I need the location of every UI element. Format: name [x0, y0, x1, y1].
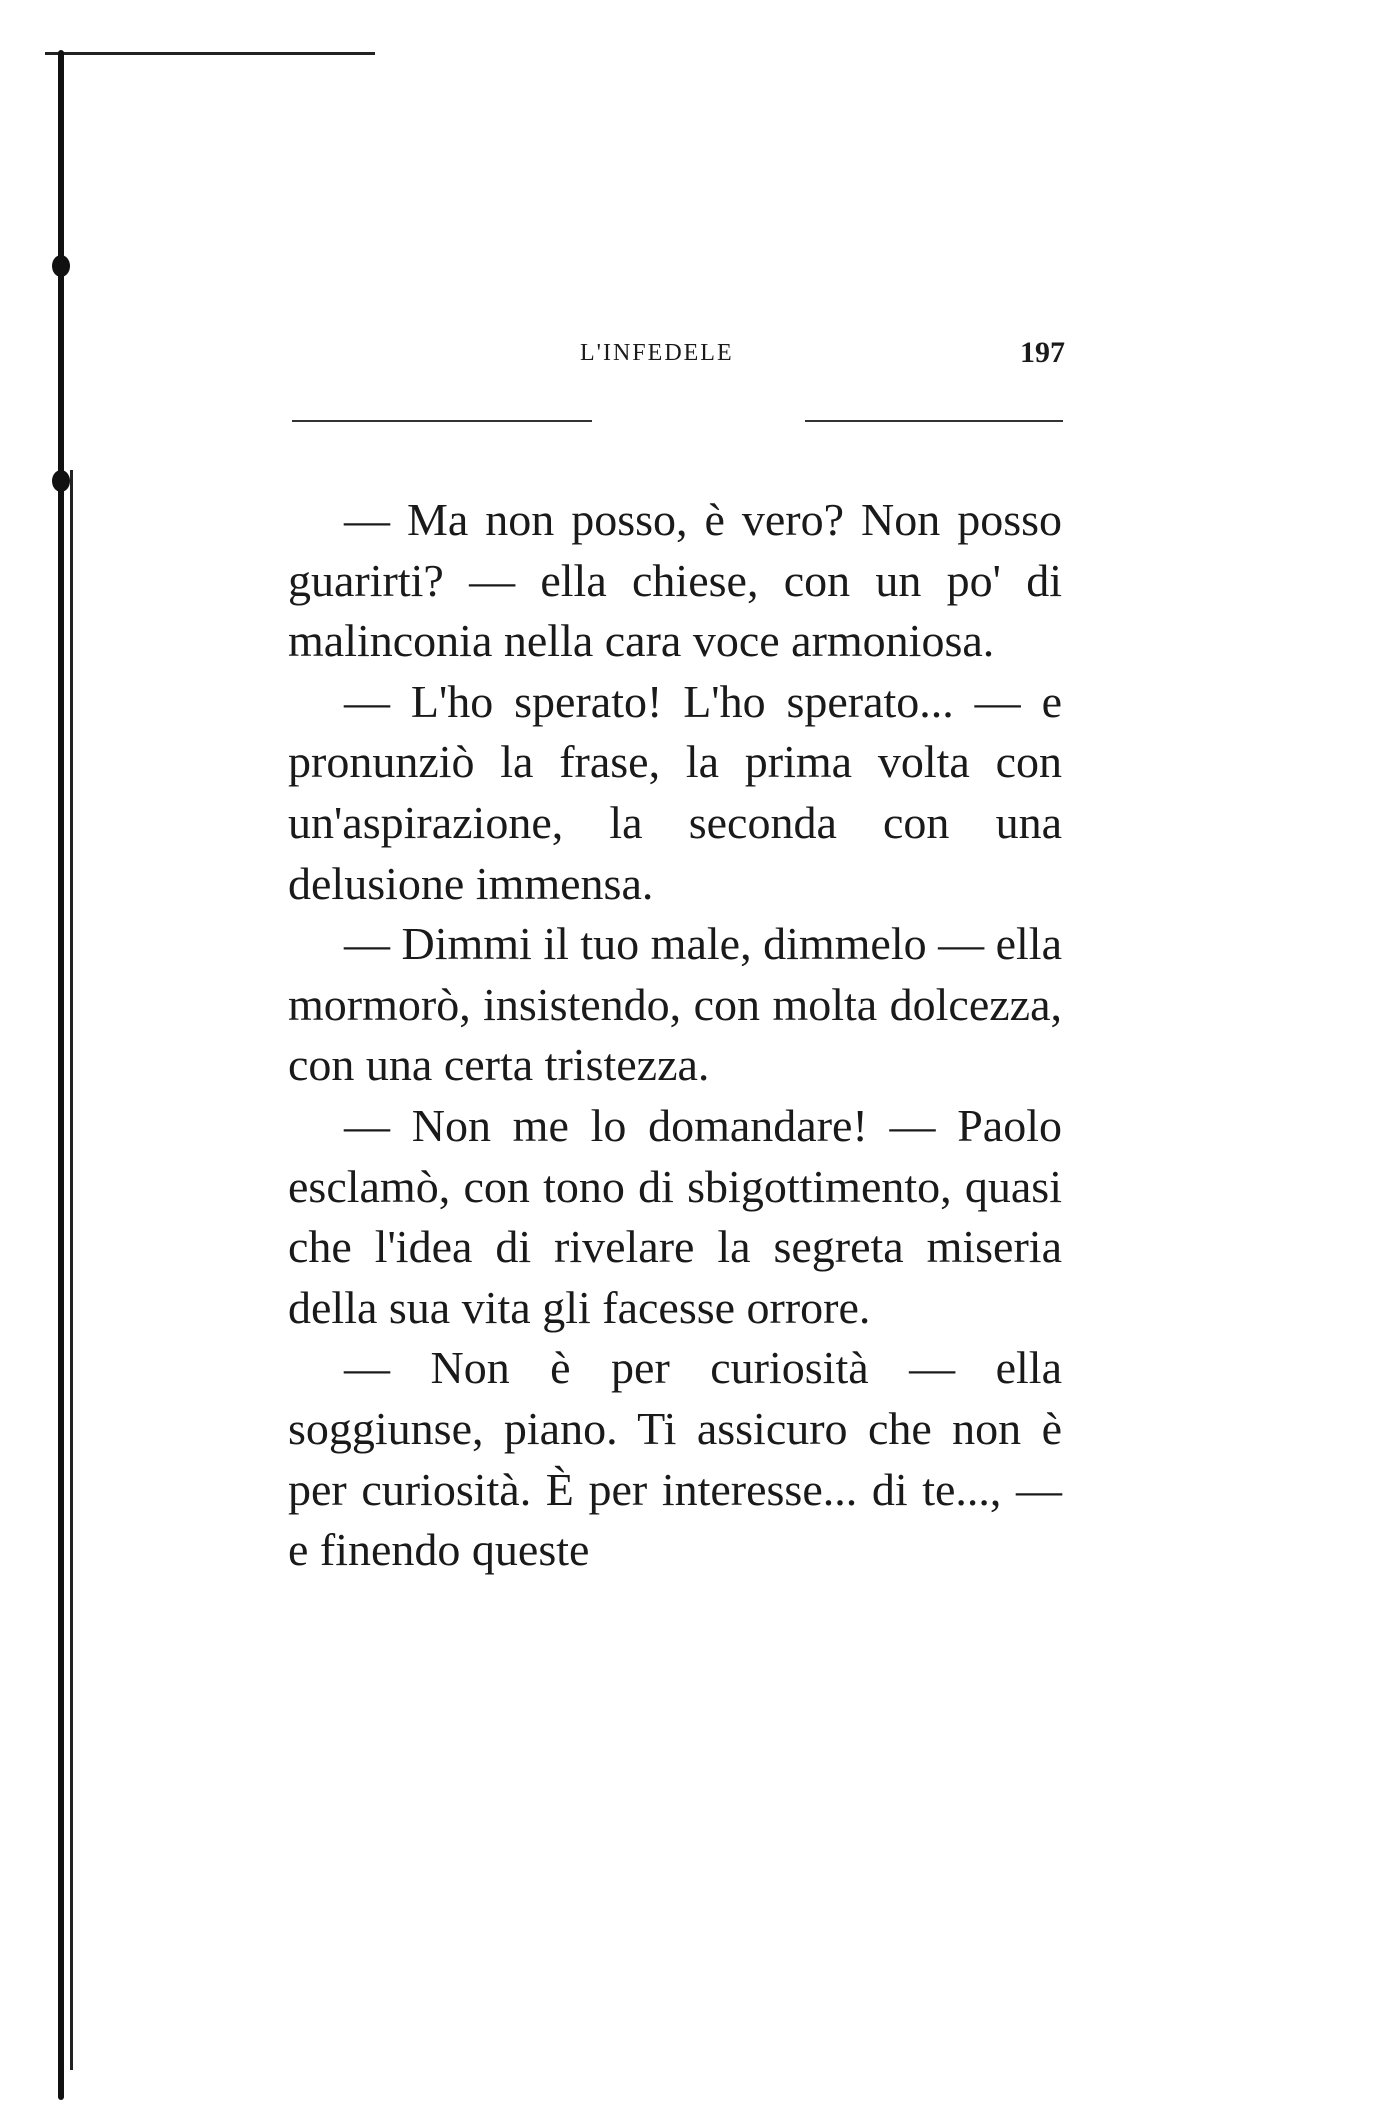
paragraph: — L'ho sperato! L'ho sperato... — e pronunziò la frase, la prima volta con un'aspirazione, la seconda con una delusione immensa.	[288, 675, 1062, 909]
running-title: L'INFEDELE	[580, 340, 734, 366]
paragraph: — Ma non posso, è vero? Non posso guarirti? — ella chiese, con un po' di malinconia nella cara voce armoniosa.	[288, 494, 1062, 667]
paragraph: — Dimmi il tuo male, dimmelo — ella mormorò, insistendo, con molta dolcezza, con una certa tristezza.	[288, 918, 1063, 1091]
header-rule-right	[805, 420, 1063, 422]
page-top-edge	[45, 52, 375, 55]
paragraph: — Non è per curiosità — ella soggiunse, piano. Ti assicuro che non è per curiosità. È per interesse... di te..., — e finendo queste	[288, 1342, 1062, 1576]
binding-gutter	[58, 50, 64, 2100]
body-text	[288, 490, 1062, 1581]
page-number: 197	[1020, 336, 1065, 369]
running-header	[290, 336, 1070, 380]
paragraph: — Non me lo domandare! — Paolo esclamò, con tono di sbigottimento, quasi che l'idea di rivelare la segreta miseria della sua vita gli facesse orrore.	[288, 1099, 1062, 1333]
binding-mark	[52, 470, 70, 492]
binding-gutter-shadow	[70, 470, 73, 2070]
binding-mark	[52, 255, 70, 277]
header-rule-left	[292, 420, 592, 422]
